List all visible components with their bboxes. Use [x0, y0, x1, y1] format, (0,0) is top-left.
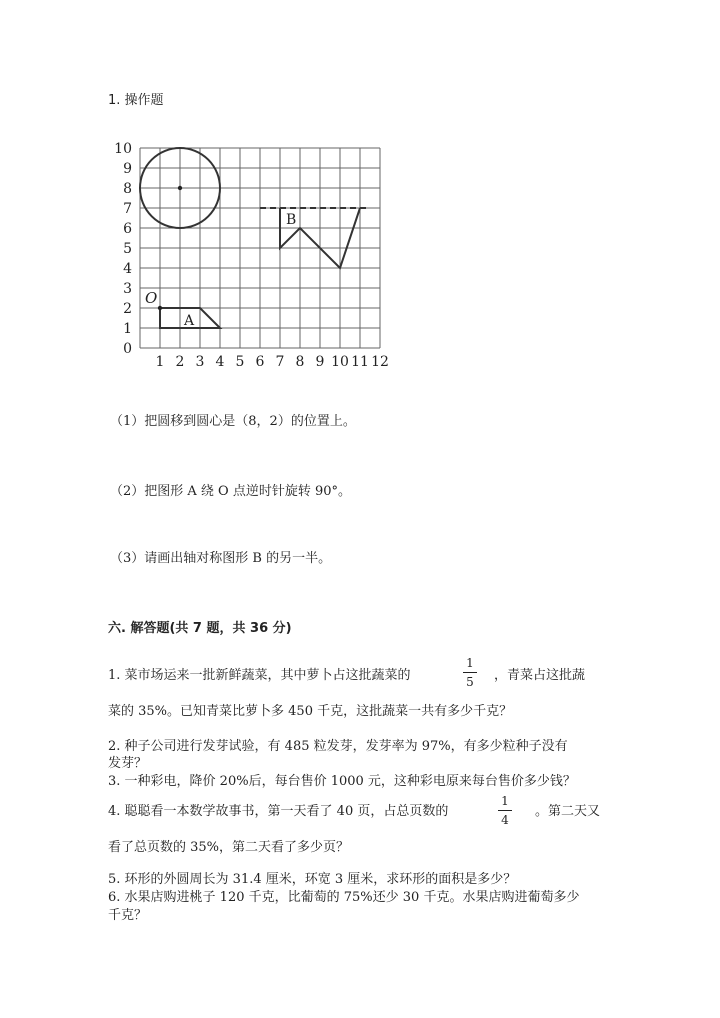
y-tick-label: 1: [123, 321, 132, 337]
y-tick-label: 8: [123, 181, 132, 197]
x-tick-label: 6: [255, 354, 265, 370]
problem-4-frac-den: 4: [501, 813, 509, 827]
x-tick-label: 1: [155, 354, 165, 370]
grid-labels: [114, 141, 389, 370]
y-tick-label: 4: [123, 261, 132, 277]
section-title-answers: 六. 解答题(共 7 题，共 36 分): [108, 621, 292, 636]
problem-5: 5. 环形的外圆周长为 31.4 厘米，环宽 3 厘米，求环形的面积是多少？: [108, 872, 517, 887]
problem-1-frac-den: 5: [466, 675, 474, 689]
problem-1-frac-num: 1: [466, 656, 474, 670]
y-tick-label: 0: [123, 341, 132, 357]
y-tick-label: 9: [123, 161, 132, 177]
grid-shapes: [140, 148, 370, 329]
x-tick-label: 2: [175, 354, 185, 370]
coordinate-grid-figure: [110, 135, 400, 375]
problem-3: 3. 一种彩电，降价 20%后，每台售价 1000 元，这种彩电原来每台售价多少钱？: [108, 774, 576, 789]
problem-1-line2: 菜的 35%。已知青菜比萝卜多 450 千克，这批蔬菜一共有多少千克？: [108, 704, 513, 719]
problem-4-line2: 看了总页数的 35%，第二天看了多少页？: [108, 840, 350, 855]
shape-a-label: A: [184, 313, 195, 329]
task-2: （2）把图形 A 绕 O 点逆时针旋转 90°。: [110, 484, 352, 499]
problem-6-line2: 千克？: [108, 908, 148, 923]
y-tick-label: 10: [114, 141, 132, 157]
x-tick-label: 9: [315, 354, 325, 370]
x-tick-label: 10: [331, 354, 349, 370]
point-o-label: O: [145, 289, 158, 307]
problem-2-line2: 发芽？: [108, 756, 148, 771]
x-tick-label: 7: [275, 354, 285, 370]
problem-1-fraction: [463, 657, 477, 688]
fraction-bar: [463, 672, 477, 673]
problem-4-part2: 。第二天又: [535, 804, 601, 819]
section-title-operations: 1. 操作题: [108, 93, 164, 108]
problem-4-frac-num: 1: [501, 794, 509, 808]
grid-lines: [140, 148, 380, 348]
problem-4-fraction: [498, 795, 512, 826]
task-3: （3）请画出轴对称图形 B 的另一半。: [110, 551, 332, 566]
y-tick-label: 7: [123, 201, 132, 217]
x-tick-label: 5: [235, 354, 245, 370]
problem-6-line1: 6. 水果店购进桃子 120 千克，比葡萄的 75%还少 30 千克。水果店购进葡萄多少: [108, 890, 580, 905]
x-tick-label: 11: [351, 354, 369, 370]
point-o-dot: [158, 306, 162, 310]
task-1: （1）把圆移到圆心是（8，2）的位置上。: [110, 414, 356, 429]
problem-1-part1: 1. 菜市场运来一批新鲜蔬菜，其中萝卜占这批蔬菜的: [108, 668, 411, 683]
problem-2-line1: 2. 种子公司进行发芽试验，有 485 粒发芽，发芽率为 97%，有多少粒种子没有: [108, 739, 568, 754]
problem-1-part2: ，青菜占这批蔬: [494, 668, 586, 683]
x-tick-label: 3: [195, 354, 205, 370]
y-tick-label: 6: [123, 221, 132, 237]
y-tick-label: 3: [123, 281, 132, 297]
fraction-bar: [498, 810, 512, 811]
y-tick-label: 2: [123, 301, 132, 317]
x-tick-label: 4: [215, 354, 225, 370]
y-tick-label: 5: [123, 241, 132, 257]
x-tick-label: 12: [371, 354, 389, 370]
shape-b-label: B: [286, 212, 297, 228]
circle-center-dot: [178, 186, 182, 190]
problem-4-part1: 4. 聪聪看一本数学故事书，第一天看了 40 页，占总页数的: [108, 804, 449, 819]
x-tick-label: 8: [295, 354, 305, 370]
